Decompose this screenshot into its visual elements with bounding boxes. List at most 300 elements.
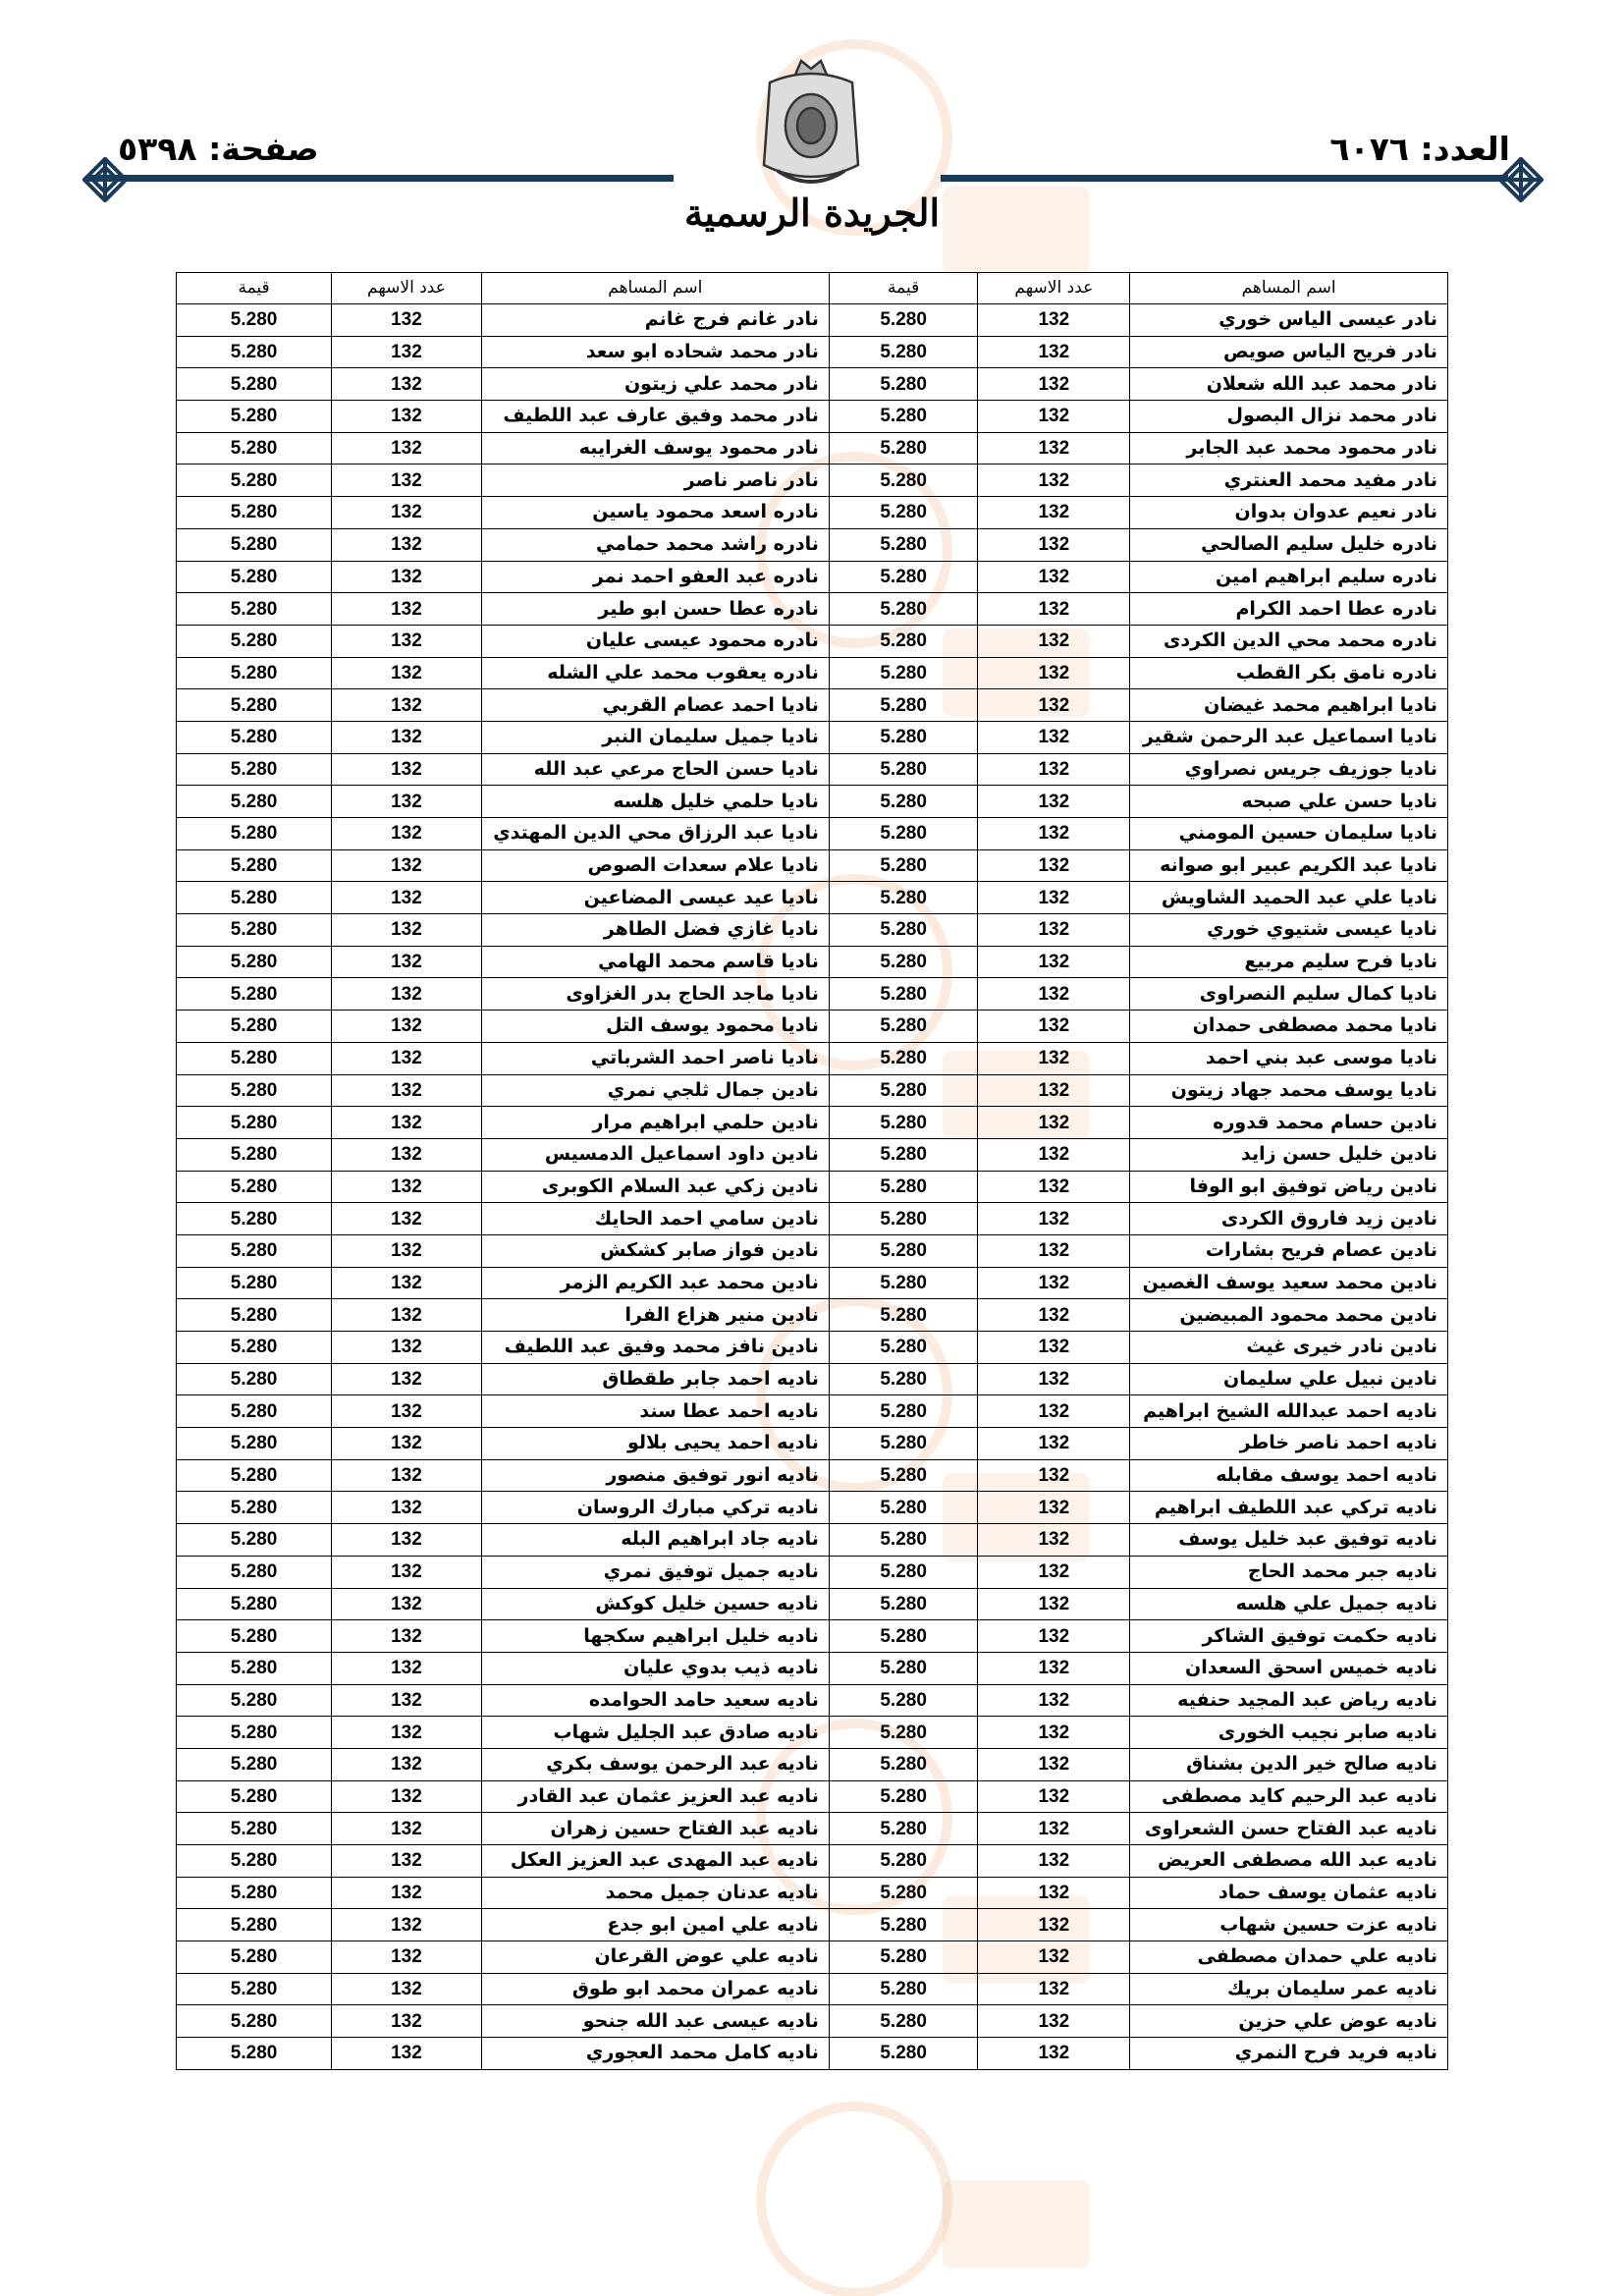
table-row (177, 1652, 1448, 1684)
share-count: 132 (978, 1074, 1130, 1107)
newspaper-title: الجريدة الرسمية (683, 191, 941, 235)
table-row (177, 1684, 1448, 1717)
share-value: 5.280 (829, 1909, 978, 1941)
share-value: 5.280 (177, 882, 332, 914)
share-value: 5.280 (829, 401, 978, 433)
shareholder-name: نادين نافز محمد وفيق عبد اللطيف (481, 1332, 829, 1364)
share-value: 5.280 (177, 1652, 332, 1684)
share-value: 5.280 (177, 1909, 332, 1941)
share-value: 5.280 (829, 657, 978, 689)
shareholder-name: ناديا ابراهيم محمد غيضان (1130, 689, 1448, 722)
shareholder-name: ناديه علي حمدان مصطفى (1130, 1941, 1448, 1974)
column-header-shares: عدد الاسهم (978, 273, 1130, 304)
share-count: 132 (332, 818, 482, 850)
share-count: 132 (332, 1042, 482, 1074)
shareholder-name: نادين منير هزاع الفرا (481, 1299, 829, 1332)
share-count: 132 (978, 1877, 1130, 1909)
table-row (177, 1074, 1448, 1107)
share-value: 5.280 (177, 401, 332, 433)
share-value: 5.280 (177, 1556, 332, 1588)
share-value: 5.280 (829, 753, 978, 786)
table-row (177, 465, 1448, 497)
shareholder-name: ناديا محمد مصطفى حمدان (1130, 1011, 1448, 1043)
column-header-value: قيمة (829, 273, 978, 304)
share-value: 5.280 (829, 882, 978, 914)
share-count: 132 (978, 753, 1130, 786)
share-count: 132 (332, 304, 482, 337)
share-count: 132 (978, 1299, 1130, 1332)
share-count: 132 (978, 1428, 1130, 1460)
shareholder-name: نادره يعقوب محمد علي الشله (481, 657, 829, 689)
share-count: 132 (978, 1042, 1130, 1074)
table-row (177, 1042, 1448, 1074)
share-count: 132 (978, 401, 1130, 433)
share-count: 132 (332, 1395, 482, 1428)
share-value: 5.280 (829, 1845, 978, 1878)
share-value: 5.280 (829, 1042, 978, 1074)
share-value: 5.280 (177, 1748, 332, 1780)
share-count: 132 (332, 528, 482, 561)
share-value: 5.280 (177, 336, 332, 368)
share-value: 5.280 (177, 304, 332, 337)
shareholder-name: ناديه جميل علي هلسه (1130, 1588, 1448, 1620)
share-count: 132 (332, 1845, 482, 1878)
share-count: 132 (978, 497, 1130, 529)
table-row (177, 946, 1448, 978)
share-count: 132 (332, 1074, 482, 1107)
share-value: 5.280 (177, 1332, 332, 1364)
share-value: 5.280 (829, 721, 978, 753)
share-count: 132 (332, 1492, 482, 1524)
share-count: 132 (332, 1588, 482, 1620)
share-count: 132 (978, 946, 1130, 978)
table-row (177, 1459, 1448, 1492)
share-count: 132 (332, 432, 482, 465)
shareholder-name: ناديه عبد الفتاح حسن الشعراوى (1130, 1813, 1448, 1845)
table-row (177, 1011, 1448, 1043)
share-value: 5.280 (177, 1813, 332, 1845)
column-header-shares: عدد الاسهم (332, 273, 482, 304)
share-value: 5.280 (829, 336, 978, 368)
share-count: 132 (332, 1267, 482, 1299)
share-value: 5.280 (177, 1780, 332, 1813)
share-value: 5.280 (829, 368, 978, 401)
share-count: 132 (978, 1138, 1130, 1171)
share-value: 5.280 (829, 818, 978, 850)
table-row (177, 1363, 1448, 1395)
share-value: 5.280 (177, 1107, 332, 1139)
share-value: 5.280 (829, 497, 978, 529)
share-value: 5.280 (829, 2038, 978, 2070)
table-row (177, 1780, 1448, 1813)
shareholder-name: ناديا موسى عبد بني احمد (1130, 1042, 1448, 1074)
share-value: 5.280 (829, 1780, 978, 1813)
shareholder-name: ناديا حلمي خليل هلسه (481, 786, 829, 818)
table-row (177, 1428, 1448, 1460)
table-row (177, 914, 1448, 947)
share-value: 5.280 (829, 1299, 978, 1332)
shareholder-name: نادر محمد نزال البصول (1130, 401, 1448, 433)
page-number: صفحة: ٥٣٩٨ (118, 130, 319, 168)
table-row (177, 1748, 1448, 1780)
share-count: 132 (978, 721, 1130, 753)
table-row (177, 1395, 1448, 1428)
column-header-value: قيمة (177, 273, 332, 304)
share-count: 132 (332, 336, 482, 368)
shareholder-name: ناديه احمد ناصر خاطر (1130, 1428, 1448, 1460)
share-value: 5.280 (829, 1459, 978, 1492)
share-value: 5.280 (829, 1234, 978, 1267)
share-count: 132 (332, 1138, 482, 1171)
shareholder-name: ناديا اسماعيل عبد الرحمن شقير (1130, 721, 1448, 753)
share-value: 5.280 (177, 1011, 332, 1043)
table-row (177, 978, 1448, 1011)
shareholder-name: نادين خليل حسن زايد (1130, 1138, 1448, 1171)
shareholder-name: ناديه توفيق عبد خليل يوسف (1130, 1524, 1448, 1557)
table-row (177, 1845, 1448, 1878)
share-count: 132 (978, 1780, 1130, 1813)
share-count: 132 (332, 1299, 482, 1332)
table-row (177, 1138, 1448, 1171)
share-value: 5.280 (829, 625, 978, 657)
share-value: 5.280 (177, 1941, 332, 1974)
share-count: 132 (978, 465, 1130, 497)
share-value: 5.280 (829, 1171, 978, 1203)
table-row (177, 1299, 1448, 1332)
table-row (177, 401, 1448, 433)
share-value: 5.280 (177, 786, 332, 818)
share-count: 132 (978, 849, 1130, 882)
share-count: 132 (978, 1332, 1130, 1364)
shareholder-name: ناديه علي عوض القرعان (481, 1941, 829, 1974)
share-count: 132 (978, 1459, 1130, 1492)
shareholder-name: ناديا فرح سليم مربيع (1130, 946, 1448, 978)
table-row (177, 561, 1448, 593)
table-row (177, 1234, 1448, 1267)
shareholder-name: نادر محمود محمد عبد الجابر (1130, 432, 1448, 465)
share-value: 5.280 (829, 432, 978, 465)
share-value: 5.280 (829, 1107, 978, 1139)
shareholder-name: نادين داود اسماعيل الدمسيس (481, 1138, 829, 1171)
share-count: 132 (332, 401, 482, 433)
share-value: 5.280 (177, 2038, 332, 2070)
share-value: 5.280 (829, 1492, 978, 1524)
shareholder-name: ناديه احمد عبدالله الشيخ ابراهيم (1130, 1395, 1448, 1428)
share-count: 132 (332, 657, 482, 689)
share-count: 132 (978, 2038, 1130, 2070)
shareholder-name: نادين رياض توفيق ابو الوفا (1130, 1171, 1448, 1203)
share-value: 5.280 (829, 1941, 978, 1974)
table-row (177, 1941, 1448, 1974)
shareholder-name: نادر فريح الياس صويص (1130, 336, 1448, 368)
shareholder-name: ناديه عبد الرحمن يوسف بكري (481, 1748, 829, 1780)
shareholder-name: ناديه عبد المهدى عبد العزيز العكل (481, 1845, 829, 1878)
shareholder-name: ناديه انور توفيق منصور (481, 1459, 829, 1492)
share-value: 5.280 (829, 914, 978, 947)
shareholder-name: نادين نبيل علي سليمان (1130, 1363, 1448, 1395)
share-value: 5.280 (177, 1138, 332, 1171)
share-count: 132 (978, 1652, 1130, 1684)
share-count: 132 (978, 593, 1130, 626)
share-value: 5.280 (829, 528, 978, 561)
share-value: 5.280 (177, 1524, 332, 1557)
shareholder-name: ناديه احمد يحيى بلالو (481, 1428, 829, 1460)
share-count: 132 (978, 1363, 1130, 1395)
share-count: 132 (332, 1941, 482, 1974)
share-count: 132 (332, 689, 482, 722)
shareholder-name: ناديه خميس اسحق السعدان (1130, 1652, 1448, 1684)
share-value: 5.280 (829, 1973, 978, 2005)
share-value: 5.280 (177, 432, 332, 465)
shareholder-name: ناديه احمد يوسف مقابله (1130, 1459, 1448, 1492)
table-row (177, 721, 1448, 753)
share-value: 5.280 (829, 978, 978, 1011)
share-count: 132 (978, 1588, 1130, 1620)
share-count: 132 (978, 657, 1130, 689)
share-count: 132 (978, 1524, 1130, 1557)
table-header-row (177, 273, 1448, 304)
share-value: 5.280 (177, 1299, 332, 1332)
share-count: 132 (332, 786, 482, 818)
shareholder-name: ناديا غازي فضل الطاهر (481, 914, 829, 947)
table-row (177, 1909, 1448, 1941)
share-value: 5.280 (829, 1395, 978, 1428)
share-count: 132 (332, 2005, 482, 2038)
share-value: 5.280 (829, 561, 978, 593)
share-count: 132 (332, 721, 482, 753)
shareholder-name: ناديا عيد عيسى المضاعين (481, 882, 829, 914)
shareholder-name: ناديا قاسم محمد الهامي (481, 946, 829, 978)
shareholder-name: ناديا جوزيف جريس نصراوي (1130, 753, 1448, 786)
shareholder-name: ناديا محمود يوسف التل (481, 1011, 829, 1043)
share-value: 5.280 (829, 1813, 978, 1845)
share-count: 132 (978, 1234, 1130, 1267)
share-value: 5.280 (829, 1363, 978, 1395)
share-value: 5.280 (829, 1011, 978, 1043)
share-count: 132 (332, 1332, 482, 1364)
share-value: 5.280 (177, 1428, 332, 1460)
shareholder-name: نادين محمد عبد الكريم الزمر (481, 1267, 829, 1299)
shareholder-name: نادين جمال ثلجي نمري (481, 1074, 829, 1107)
shareholders-table (176, 272, 1448, 2070)
share-count: 132 (978, 1107, 1130, 1139)
share-count: 132 (978, 625, 1130, 657)
share-value: 5.280 (177, 2005, 332, 2038)
share-value: 5.280 (177, 914, 332, 947)
share-value: 5.280 (829, 1267, 978, 1299)
shareholder-name: ناديه حسين خليل كوكش (481, 1588, 829, 1620)
table-row (177, 1588, 1448, 1620)
shareholder-name: نادين سامي احمد الحايك (481, 1203, 829, 1235)
share-count: 132 (332, 882, 482, 914)
share-count: 132 (332, 1524, 482, 1557)
share-count: 132 (978, 432, 1130, 465)
shareholder-name: ناديه صابر نجيب الخورى (1130, 1717, 1448, 1749)
shareholder-name: ناديه فريد فرح النمري (1130, 2038, 1448, 2070)
share-value: 5.280 (829, 1332, 978, 1364)
share-value: 5.280 (829, 1620, 978, 1653)
table-row (177, 882, 1448, 914)
table-row (177, 2038, 1448, 2070)
table-row (177, 2005, 1448, 2038)
shareholder-name: ناديا ماجد الحاج بدر الغزاوى (481, 978, 829, 1011)
share-count: 132 (332, 1652, 482, 1684)
share-value: 5.280 (829, 689, 978, 722)
share-count: 132 (332, 1363, 482, 1395)
shareholder-name: نادر نعيم عدوان بدوان (1130, 497, 1448, 529)
shareholder-name: ناديا عيسى شتيوي خوري (1130, 914, 1448, 947)
shareholder-name: نادره محمود عيسى عليان (481, 625, 829, 657)
share-count: 132 (332, 1748, 482, 1780)
share-count: 132 (978, 528, 1130, 561)
share-count: 132 (978, 786, 1130, 818)
share-count: 132 (978, 1909, 1130, 1941)
table-row (177, 1332, 1448, 1364)
share-count: 132 (332, 1717, 482, 1749)
shareholder-name: ناديا ناصر احمد الشرباتي (481, 1042, 829, 1074)
shareholder-name: ناديه جبر محمد الحاج (1130, 1556, 1448, 1588)
share-value: 5.280 (177, 753, 332, 786)
shareholder-name: نادره نامق بكر القطب (1130, 657, 1448, 689)
table-row (177, 1267, 1448, 1299)
shareholder-name: نادره راشد محمد حمامي (481, 528, 829, 561)
shareholder-name: ناديا عبد الرزاق محي الدين المهتدي (481, 818, 829, 850)
share-count: 132 (332, 497, 482, 529)
share-value: 5.280 (177, 818, 332, 850)
table-row (177, 657, 1448, 689)
share-value: 5.280 (177, 946, 332, 978)
shareholder-name: نادين زكي عبد السلام الكوبرى (481, 1171, 829, 1203)
table-row (177, 1717, 1448, 1749)
share-count: 132 (978, 1203, 1130, 1235)
share-value: 5.280 (177, 978, 332, 1011)
share-count: 132 (978, 1395, 1130, 1428)
share-count: 132 (332, 561, 482, 593)
share-value: 5.280 (829, 1588, 978, 1620)
shareholder-name: ناديه عبد العزيز عثمان عبد القادر (481, 1780, 829, 1813)
shareholder-name: نادره محمد محي الدين الكردى (1130, 625, 1448, 657)
share-value: 5.280 (829, 1556, 978, 1588)
shareholder-name: ناديا حسن علي صبحه (1130, 786, 1448, 818)
shareholder-name: ناديه احمد جابر طقطاق (481, 1363, 829, 1395)
shareholder-name: نادره خليل سليم الصالحي (1130, 528, 1448, 561)
share-value: 5.280 (177, 1588, 332, 1620)
share-value: 5.280 (829, 1524, 978, 1557)
share-value: 5.280 (177, 1459, 332, 1492)
share-value: 5.280 (829, 304, 978, 337)
shareholder-name: نادر محمد وفيق عارف عبد اللطيف (481, 401, 829, 433)
table-row (177, 1492, 1448, 1524)
shareholder-name: نادر محمد علي زيتون (481, 368, 829, 401)
shareholder-name: ناديه عبد الفتاح حسين زهران (481, 1813, 829, 1845)
table-row (177, 689, 1448, 722)
share-count: 132 (978, 1748, 1130, 1780)
share-count: 132 (332, 978, 482, 1011)
share-value: 5.280 (177, 1234, 332, 1267)
share-value: 5.280 (177, 689, 332, 722)
shareholder-name: ناديه عبد الله مصطفى العريض (1130, 1845, 1448, 1878)
share-value: 5.280 (829, 849, 978, 882)
share-count: 132 (332, 1459, 482, 1492)
share-value: 5.280 (829, 1203, 978, 1235)
shareholder-name: ناديه صالح خير الدين بشناق (1130, 1748, 1448, 1780)
share-value: 5.280 (177, 1363, 332, 1395)
column-header-name: اسم المساهم (1130, 273, 1448, 304)
column-header-name: اسم المساهم (481, 273, 829, 304)
share-count: 132 (978, 1684, 1130, 1717)
shareholder-name: ناديه عوض علي حزين (1130, 2005, 1448, 2038)
shareholder-name: ناديه عزت حسين شهاب (1130, 1909, 1448, 1941)
share-value: 5.280 (177, 1042, 332, 1074)
share-count: 132 (332, 1171, 482, 1203)
table-row (177, 528, 1448, 561)
table-row (177, 786, 1448, 818)
share-count: 132 (978, 914, 1130, 947)
share-value: 5.280 (177, 497, 332, 529)
shareholder-name: ناديه رياض عبد المجيد حنفيه (1130, 1684, 1448, 1717)
share-count: 132 (332, 593, 482, 626)
share-value: 5.280 (829, 593, 978, 626)
share-count: 132 (332, 1011, 482, 1043)
table-row (177, 1524, 1448, 1557)
share-count: 132 (332, 1107, 482, 1139)
share-count: 132 (978, 561, 1130, 593)
shareholder-name: نادر محمد عبد الله شعلان (1130, 368, 1448, 401)
share-value: 5.280 (177, 721, 332, 753)
share-count: 132 (978, 1171, 1130, 1203)
share-count: 132 (332, 914, 482, 947)
share-count: 132 (978, 1011, 1130, 1043)
share-count: 132 (332, 1684, 482, 1717)
share-value: 5.280 (177, 1877, 332, 1909)
shareholder-name: نادره سليم ابراهيم امين (1130, 561, 1448, 593)
table-row (177, 1620, 1448, 1653)
shareholder-name: نادين محمد محمود المبيضين (1130, 1299, 1448, 1332)
share-value: 5.280 (829, 946, 978, 978)
shareholder-name: ناديه عثمان يوسف حماد (1130, 1877, 1448, 1909)
share-count: 132 (332, 1556, 482, 1588)
share-value: 5.280 (829, 1652, 978, 1684)
share-count: 132 (332, 1780, 482, 1813)
share-count: 132 (332, 1973, 482, 2005)
share-count: 132 (332, 946, 482, 978)
table-row (177, 1203, 1448, 1235)
share-count: 132 (332, 625, 482, 657)
share-value: 5.280 (829, 786, 978, 818)
shareholder-name: نادين حسام محمد قدوره (1130, 1107, 1448, 1139)
header-rule-left (88, 175, 674, 182)
share-value: 5.280 (177, 1395, 332, 1428)
share-count: 132 (332, 2038, 482, 2070)
table-row (177, 753, 1448, 786)
shareholder-name: ناديا علام سعدات الصوص (481, 849, 829, 882)
shareholder-name: نادين زيد فاروق الكردى (1130, 1203, 1448, 1235)
shareholder-name: نادر محمود يوسف الغرايبه (481, 432, 829, 465)
share-value: 5.280 (177, 1684, 332, 1717)
share-value: 5.280 (177, 1973, 332, 2005)
share-count: 132 (332, 1234, 482, 1267)
table-row (177, 1171, 1448, 1203)
share-value: 5.280 (177, 657, 332, 689)
shareholder-name: ناديه صادق عبد الجليل شهاب (481, 1717, 829, 1749)
share-count: 132 (978, 336, 1130, 368)
table-row (177, 497, 1448, 529)
shareholder-name: نادين محمد سعيد يوسف الغصين (1130, 1267, 1448, 1299)
shareholder-name: ناديه علي امين ابو جدع (481, 1909, 829, 1941)
share-count: 132 (978, 1717, 1130, 1749)
share-count: 132 (332, 753, 482, 786)
shareholder-name: ناديه سعيد حامد الحوامده (481, 1684, 829, 1717)
